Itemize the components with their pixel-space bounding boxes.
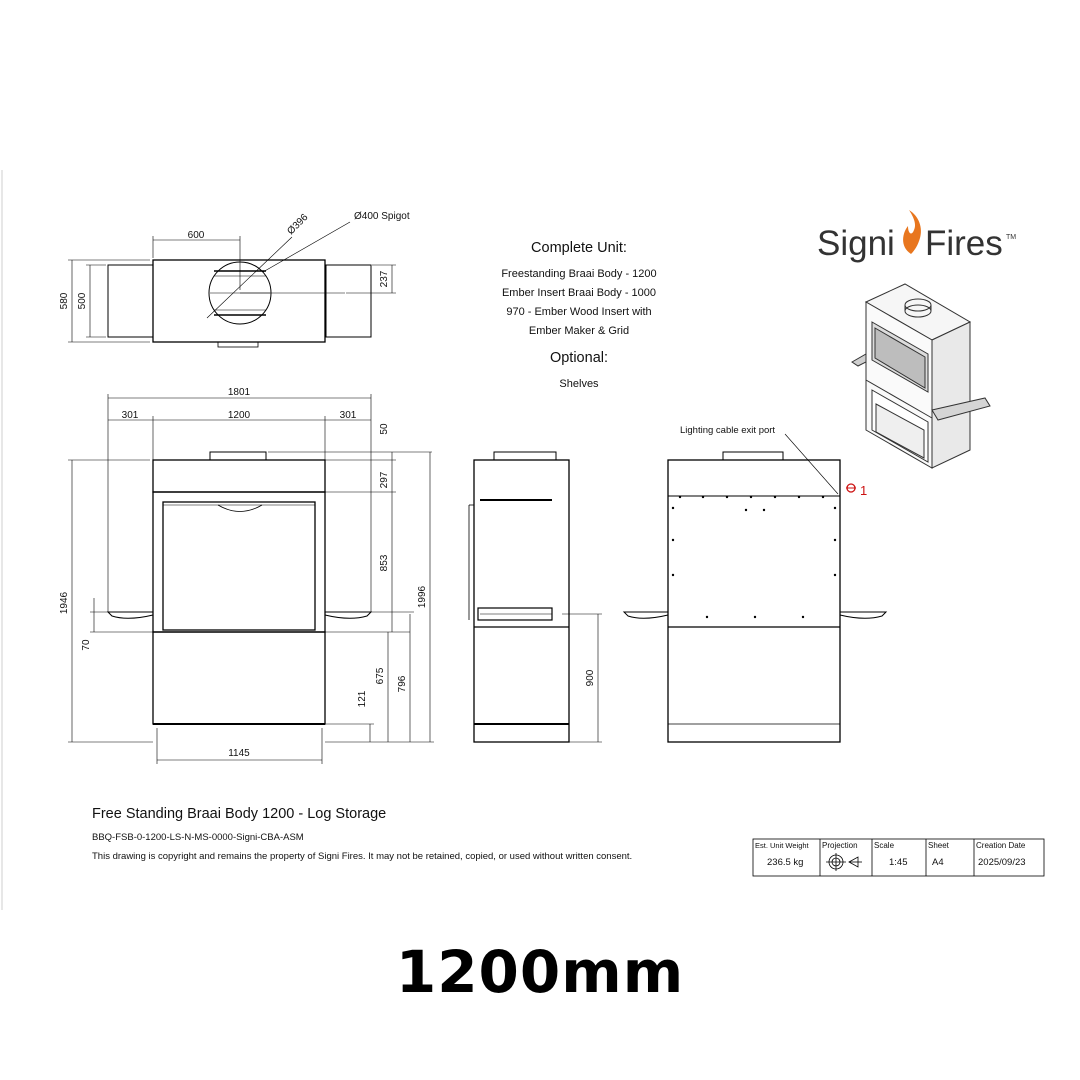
complete-unit-heading: Complete Unit: — [531, 240, 627, 256]
header-weight: Est. Unit Weight — [755, 841, 809, 850]
header-projection: Projection — [822, 841, 858, 850]
diameter-label: Ø396 — [285, 212, 311, 238]
optional-heading: Optional: — [549, 350, 609, 366]
dim-853: 853 — [379, 554, 390, 572]
header-sheet: Sheet — [928, 841, 949, 850]
dim-297: 297 — [379, 471, 390, 489]
value-scale: 1:45 — [889, 857, 908, 868]
dim-301-right: 301 — [339, 410, 357, 421]
dim-900: 900 — [585, 669, 596, 687]
dim-600: 600 — [187, 230, 205, 241]
unit-item: 970 - Ember Wood Insert with — [506, 306, 652, 318]
dim-675: 675 — [375, 667, 386, 685]
spigot-label: Ø400 Spigot — [354, 211, 410, 222]
dim-1996: 1996 — [417, 585, 428, 609]
value-date: 2025/09/23 — [978, 857, 1026, 868]
brand-name-right: Fires — [925, 224, 1003, 263]
size-caption: 1200mm — [395, 938, 685, 1006]
dim-1145: 1145 — [228, 748, 250, 759]
unit-item: Ember Insert Braai Body - 1000 — [501, 287, 657, 299]
dim-1200: 1200 — [227, 410, 251, 421]
brand-trademark: TM — [1006, 234, 1017, 241]
dim-580: 580 — [59, 292, 70, 310]
dim-50: 50 — [379, 423, 390, 435]
dim-500: 500 — [77, 292, 88, 310]
dim-1801: 1801 — [227, 387, 251, 398]
dim-121: 121 — [357, 690, 368, 708]
dim-796: 796 — [397, 675, 408, 693]
dim-237: 237 — [379, 270, 390, 288]
drawing-title: Free Standing Braai Body 1200 - Log Storage — [92, 806, 387, 822]
value-weight: 236.5 kg — [767, 857, 804, 868]
header-scale: Scale — [874, 841, 895, 850]
unit-item: Ember Maker & Grid — [528, 325, 630, 337]
value-sheet: A4 — [932, 857, 944, 868]
unit-item: Freestanding Braai Body - 1200 — [501, 268, 657, 280]
copyright-notice: This drawing is copyright and remains the property of Signi Fires. It may not be retained, copied, or used without written consent. — [92, 851, 633, 862]
header-date: Creation Date — [976, 841, 1026, 850]
dim-301-left: 301 — [121, 410, 139, 421]
brand-name-left: Signi — [817, 224, 895, 263]
port-number: 1 — [860, 483, 868, 498]
dim-1946: 1946 — [59, 591, 70, 615]
part-number: BBQ-FSB-0-1200-LS-N-MS-0000-Signi-CBA-ASM — [92, 832, 304, 843]
dim-70: 70 — [81, 639, 92, 651]
optional-item: Shelves — [559, 378, 599, 390]
cable-port-label: Lighting cable exit port — [680, 425, 776, 436]
